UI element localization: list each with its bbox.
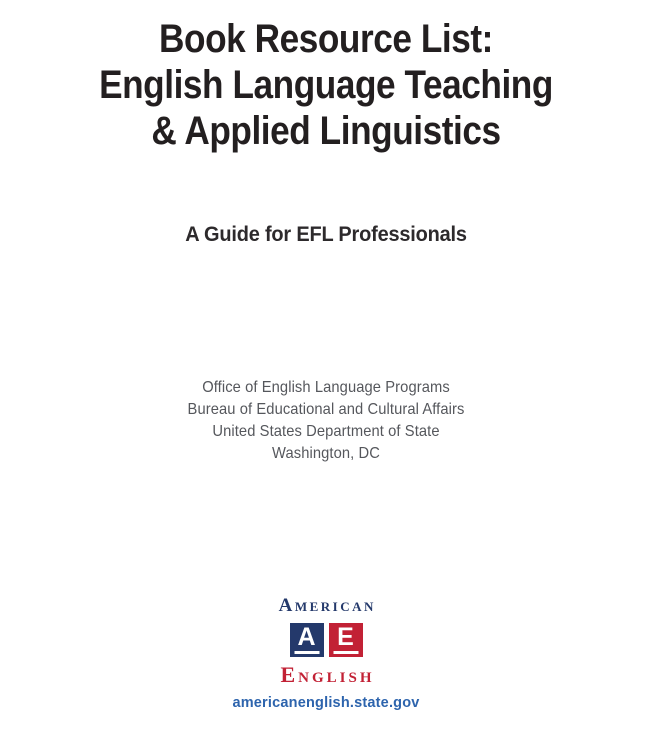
organization-line: Office of English Language Programs <box>202 379 450 396</box>
title-line: English Language Teaching <box>99 63 553 107</box>
organization-line: Bureau of Educational and Cultural Affairs <box>187 401 465 418</box>
logo-square-a <box>290 623 324 657</box>
logo-wordmark-american: American <box>278 595 376 616</box>
title-line: & Applied Linguistics <box>151 109 501 153</box>
page-title <box>39 16 613 154</box>
subtitle: A Guide for EFL Professionals <box>185 223 467 246</box>
organization-line: Washington, DC <box>272 445 380 462</box>
title-line: Book Resource List: <box>159 17 493 61</box>
logo-letter-e: E <box>337 623 354 651</box>
organization-block <box>26 377 626 465</box>
logo-square-e <box>329 623 363 657</box>
american-english-logo <box>0 596 652 711</box>
organization-line: United States Department of State <box>212 423 440 440</box>
logo-squares <box>290 623 363 657</box>
site-url-link[interactable]: americanenglish.state.gov <box>232 695 420 711</box>
square-underline-decoration <box>333 651 358 654</box>
logo-wordmark-english: English <box>280 662 375 687</box>
square-underline-decoration <box>294 651 319 654</box>
logo-letter-a: A <box>297 623 316 651</box>
